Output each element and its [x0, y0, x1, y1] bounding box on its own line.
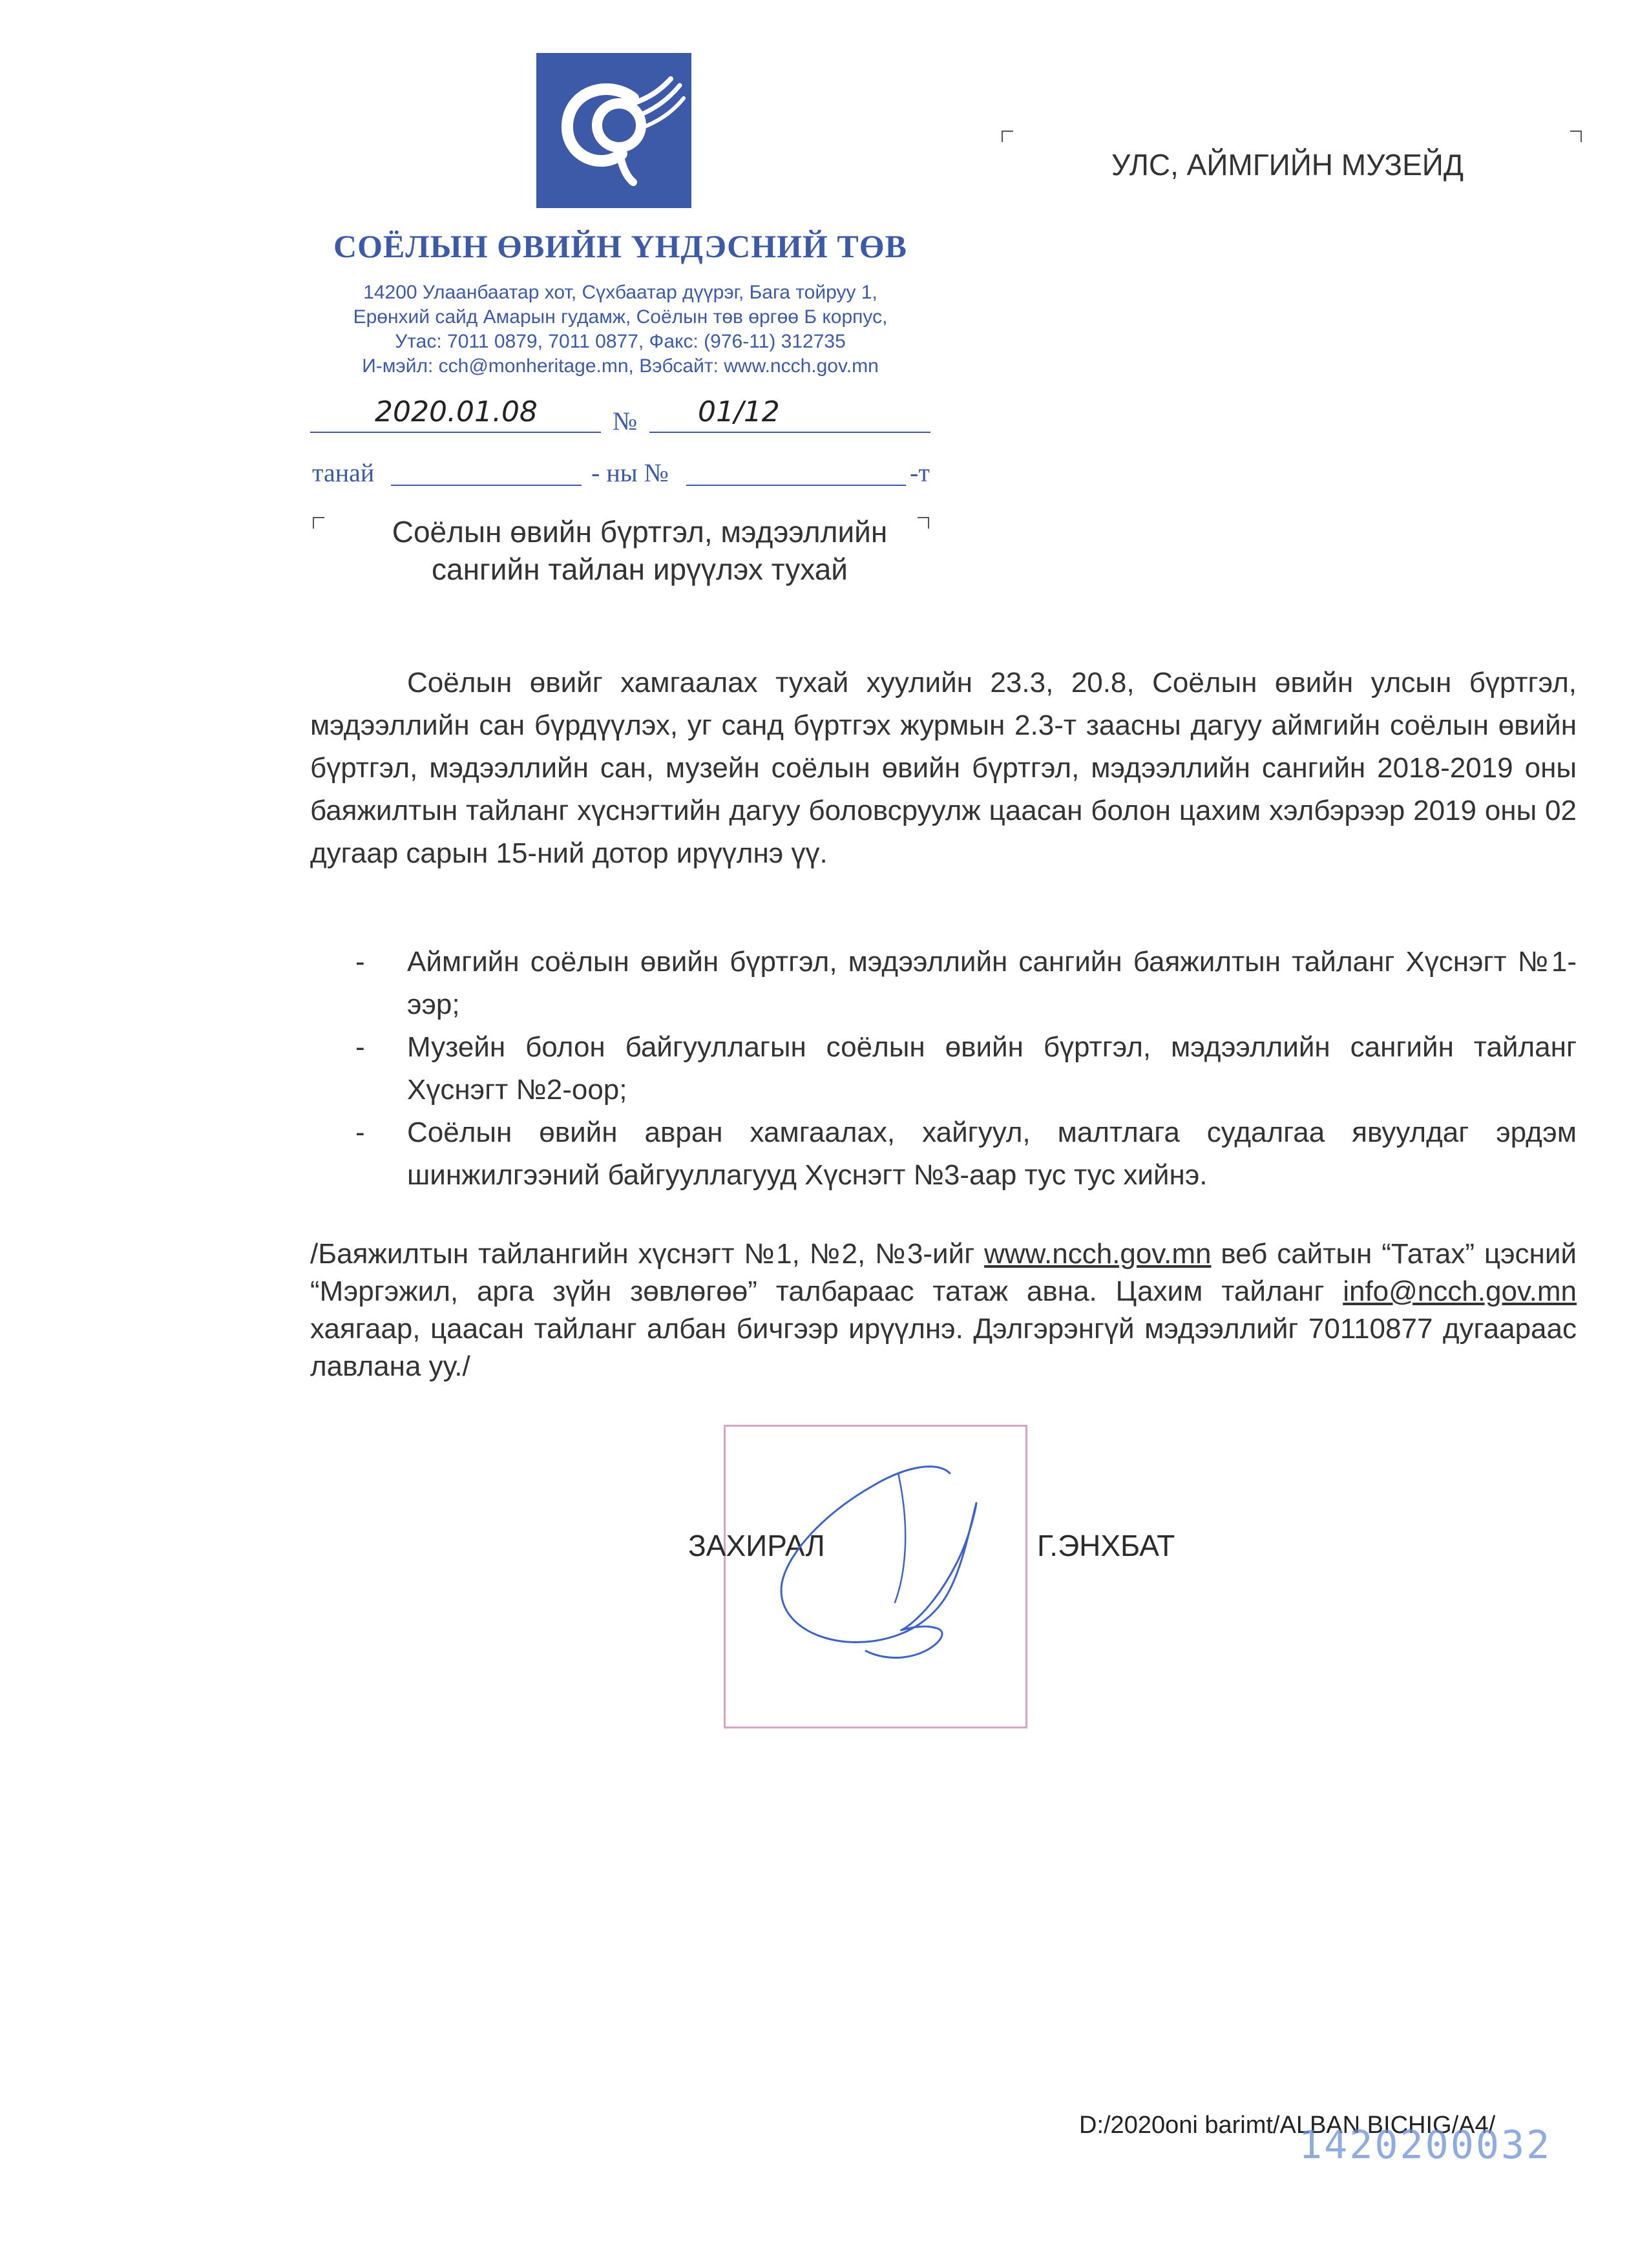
- subject-line-1: Соёлын өвийн бүртгэл, мэдээллийн: [392, 515, 888, 549]
- list-item: [310, 1026, 1577, 1111]
- list-item: [310, 1111, 1577, 1197]
- note-text-2: веб сайтын “Татах” цэсний “Мэргэжил, арга зүйн зөвлөгөө” талбараас татаж авна. Цахим тайланг: [310, 1238, 1577, 1307]
- ref-label: - ны №: [591, 458, 669, 487]
- recipient-corner-left: [1002, 131, 1013, 142]
- organization-logo: [536, 53, 691, 208]
- bullet-marker: -: [355, 1031, 365, 1063]
- bullet-text: Соёлын өвийн авран хамгаалах, хайгуул, малтлага судалгаа явуулдаг эрдэм шинжилгээний байгууллагууд Хүснэгт №3-аар тус тус хийнэ.: [407, 1117, 1577, 1191]
- date-underline: [310, 432, 601, 433]
- letter-number: 01/12: [698, 395, 780, 428]
- note-text-3: хаягаар, цаасан тайланг албан бичгээр ирүүлнэ. Дэлгэрэнгүй мэдээллийг 70110877 дугаараас лавлана уу./: [310, 1313, 1577, 1382]
- signatory-name: Г.ЭНХБАТ: [1037, 1529, 1175, 1562]
- website-link[interactable]: www.ncch.gov.mn: [984, 1238, 1212, 1270]
- bullet-marker: -: [355, 1117, 365, 1148]
- number-label: №: [613, 406, 638, 436]
- organization-name: СОЁЛЫН ӨВИЙН ҮНДЭСНИЙ ТӨВ: [333, 228, 907, 264]
- ref-suffix: -т: [910, 458, 930, 487]
- list-item: [310, 941, 1577, 1026]
- email-link[interactable]: info@ncch.gov.mn: [1343, 1276, 1577, 1307]
- bullet-marker: -: [355, 946, 365, 978]
- handwritten-signature: [743, 1434, 1014, 1680]
- bullet-text: Музейн болон байгууллагын соёлын өвийн бүртгэл, мэдээллийн сангийн тайланг Хүснэгт №2-оор;: [407, 1031, 1577, 1106]
- note-text-1: /Баяжилтын тайлангийн хүснэгт №1, №2, №3-ийг: [310, 1238, 985, 1270]
- ref-underline: [686, 485, 906, 486]
- bullet-text: Аймгийн соёлын өвийн бүртгэл, мэдээллийн сангийн баяжилтын тайланг Хүснэгт №1-ээр;: [407, 946, 1577, 1020]
- heritage-logo-icon: [536, 53, 691, 208]
- note-paragraph: [310, 1235, 1577, 1385]
- registration-number: 1420200032: [1299, 2123, 1552, 2168]
- contact-line: И-мэйл: cch@monheritage.mn, Вэбсайт: www.ncch.gov.mn: [362, 355, 879, 377]
- phone-line: Утас: 7011 0879, 7011 0877, Факс: (976-11) 312735: [395, 331, 846, 352]
- recipient-corner-right: [1570, 131, 1582, 142]
- body-paragraph-text: Соёлын өвийг хамгаалах тухай хуулийн 23.3, 20.8, Соёлын өвийн улсын бүртгэл, мэдээллийн сан бүрдүүлэх, уг санд бүртгэх журмын 2.3-т заасны дагуу аймгийн соёлын өвийн бүртгэл, мэдээллийн сан, музейн соёлын өвийн бүртгэл, мэдээллийн сангийн 2018-2019 оны баяжилтын тайланг хүснэгтийн дагуу боловсруулж цаасан болон цахим хэлбэрээр 2019 оны 02 дугаар сарын 15-ний дотор ирүүлнэ үү.: [310, 667, 1577, 869]
- body-paragraph: [310, 662, 1577, 875]
- your-label: танай: [312, 458, 375, 487]
- subject-line-2: сангийн тайлан ирүүлэх тухай: [432, 552, 848, 586]
- address-line-2: Ерөнхий сайд Амарын гудамж, Соёлын төв өргөө Б корпус,: [353, 306, 888, 328]
- signatory-title: ЗАХИРАЛ: [688, 1529, 825, 1562]
- address-line-1: 14200 Улаанбаатар хот, Сүхбаатар дүүрэг, Бага тойруу 1,: [363, 282, 877, 303]
- letter-date: 2020.01.08: [375, 395, 538, 428]
- subject-corner-left: [313, 517, 324, 529]
- your-underline: [391, 485, 582, 486]
- recipient: УЛС, АЙМГИЙН МУЗЕЙД: [1111, 148, 1464, 182]
- file-path: D:/2020oni barimt/ALBAN BICHIG/A4/: [1079, 2112, 1496, 2139]
- number-underline: [649, 432, 930, 433]
